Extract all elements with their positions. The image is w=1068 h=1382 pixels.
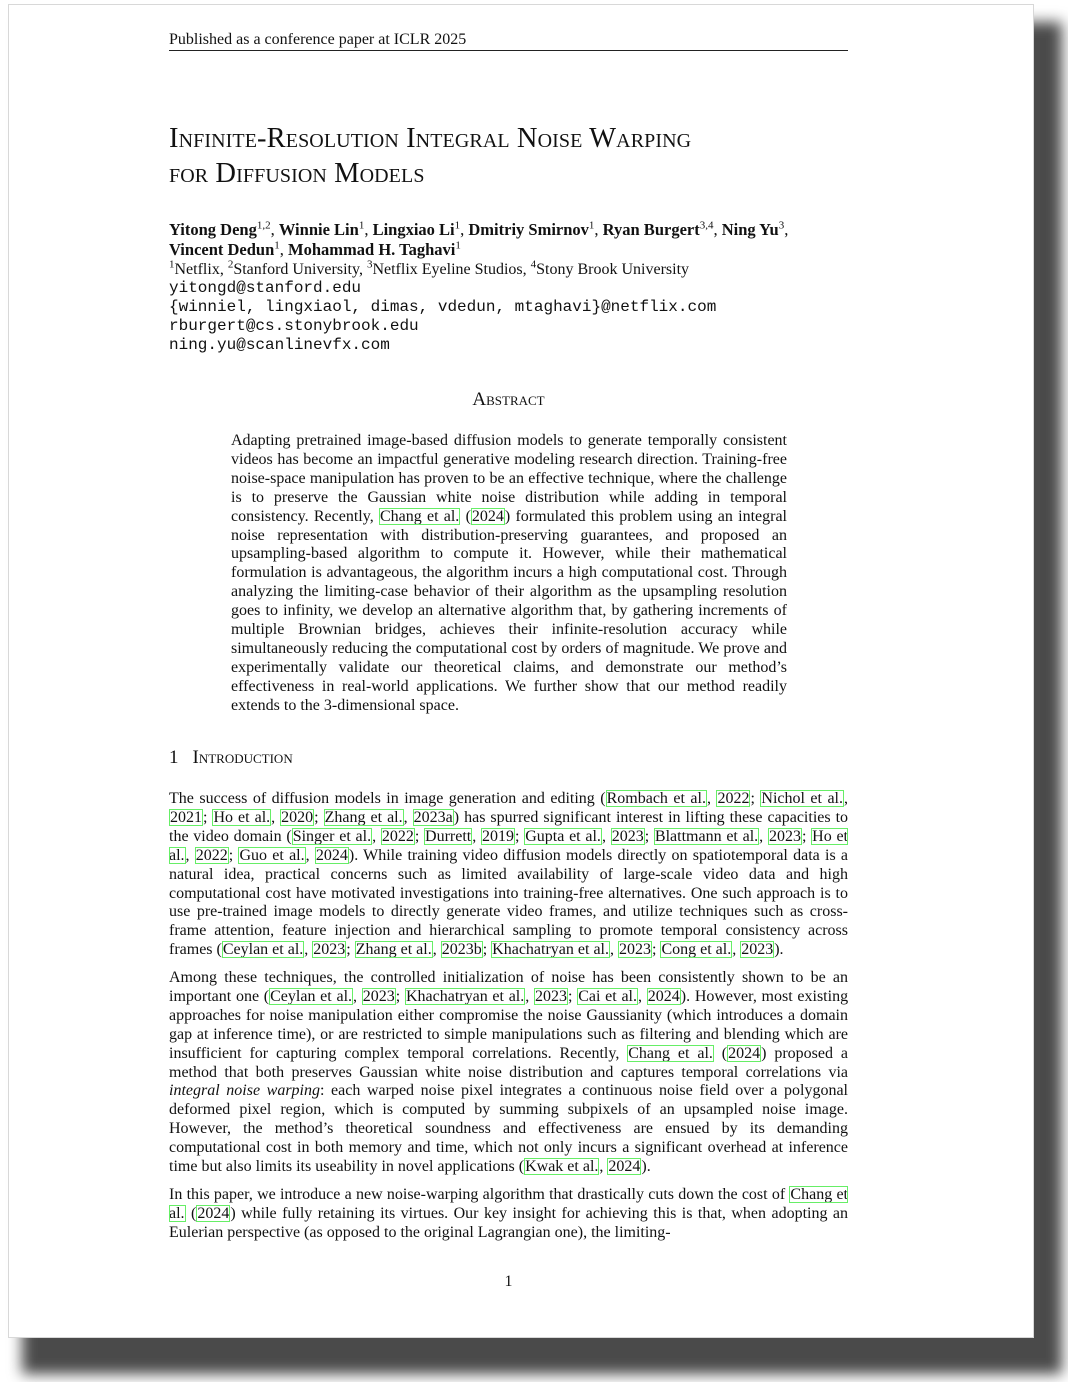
- body-text: In this paper, we introduce a new noise-warping algorithm that drastically cuts down the cost of: [169, 1186, 790, 1203]
- running-header: Published as a conference paper at ICLR 2025: [169, 31, 848, 51]
- citation-link[interactable]: 2023b: [441, 941, 482, 959]
- author-sup: 1: [358, 219, 365, 232]
- citation-link[interactable]: Chang et al.: [169, 1186, 848, 1222]
- citation-link[interactable]: 2019: [482, 827, 515, 845]
- abstract-text: (: [460, 507, 471, 525]
- abstract-text: ) formulated this problem using an integral noise representation with distribution-preserving guarantees, and proposed an upsampling-based algorithm to compute it. However, while their mathematical formulation is advantageous, the algorithm incurs a high computational cost. Through analyzing the limiting-case behavior of their algorithm as the upsampling resolution goes to infinity, we develop an alternative algorithm that, by gathering increments of multiple Brownian bridges, achieves their infinite-resolution accuracy while simultaneously reducing the computational cost by orders of magnitude. We prove and experimentally validate our theoretical claims, and demonstrate our method’s effectiveness in real-world applications. We further show that our method readily extends to the 3-dimensional space.: [231, 507, 787, 714]
- email-line: yitongd@stanford.edu: [169, 279, 362, 297]
- citation-link[interactable]: 2022: [195, 846, 228, 864]
- citation-link[interactable]: Kwak et al.: [525, 1158, 599, 1176]
- citation-link[interactable]: 2024: [647, 987, 680, 1005]
- emphasis-text: integral noise warping: [169, 1082, 320, 1100]
- author-name: Ryan Burgert: [602, 220, 700, 239]
- body-text: The success of diffusion models in image generation and editing (: [169, 790, 606, 807]
- paper-title: [169, 121, 848, 191]
- author-name: Yitong Deng: [169, 220, 257, 239]
- citation-link[interactable]: Khachatryan et al.: [492, 941, 609, 959]
- author-sup: 1: [454, 219, 461, 232]
- citation-link[interactable]: Ceylan et al.: [222, 941, 304, 959]
- body-text: ). However, most existing approaches for noise manipulation either compromise the noise Gaussianity (which introduces a domain gap at inference time), or are restricted to simple manipulations such as filtering and blending which are insufficient for capturing complex temporal correlations. Recently,: [169, 987, 849, 1062]
- citation-link[interactable]: Khachatryan et al.: [405, 987, 525, 1005]
- affil-name: Stony Brook University: [536, 261, 690, 278]
- abstract-heading: Abstract: [472, 389, 545, 410]
- citation-link[interactable]: 2022: [717, 790, 750, 807]
- intro-paragraph-2: Among these techniques, the controlled initialization of noise has been consistently shown to be an important one (Ceylan et al., 2023; Khachatryan et al., 2023; Cai et al., 2024). However, most existing approaches for noise manipulation either compromise the noise Gaussianity (which introduces a domain gap at inference time), or are restricted to simple manipulations such as filtering and blending which are insufficient for capturing complex temporal correlations. Recently, Chang et al. (2024) proposed a method that both preserves Gaussian white noise distribution and captures temporal correlations via integral noise warping: each warped noise pixel integrates a continuous noise field over a polygonal deformed pixel region, which is computed by summing subpixels of an upsampled noise image. However, the method’s theoretical soundness and effectiveness are ensued by its demanding computational cost in both memory and time, which not only incurs a significant overhead at inference time but also limits its useability in novel applications (Kwak et al., 2024).: [169, 969, 849, 1176]
- citation-link[interactable]: 2023: [618, 941, 651, 959]
- citation-link[interactable]: Cong et al.: [661, 941, 732, 959]
- body-text: proposed a method that both preserves Gaussian white noise distribution and captures temporal correlations via: [169, 1044, 848, 1081]
- affil-name: Stanford University,: [233, 261, 367, 278]
- citation-link[interactable]: Zhang et al.: [324, 808, 403, 826]
- citation-link[interactable]: Gupta et al.: [525, 827, 601, 845]
- author-name: Vincent Dedun: [169, 240, 275, 259]
- citation-link[interactable]: Blattmann et al.: [654, 827, 759, 845]
- citation-link[interactable]: 2024: [608, 1158, 641, 1176]
- citation-link[interactable]: 2024: [728, 1044, 761, 1062]
- citation-link[interactable]: Cai et al.: [578, 987, 637, 1005]
- title-line-1: Infinite-Resolution Integral Noise Warping: [169, 123, 692, 154]
- citation-link[interactable]: Rombach et al.: [606, 790, 706, 807]
- body-text: while fully retaining its virtues. Our key insight for achieving this is that, when adopting an Eulerian perspective (as opposed to the original Lagrangian one), the limiting-: [169, 1204, 849, 1241]
- citation-link[interactable]: 2024: [197, 1204, 230, 1222]
- citation-link[interactable]: Chang et al.: [628, 1044, 713, 1062]
- author-sup: 3,4: [699, 219, 714, 232]
- affil-sup: 2: [227, 258, 234, 271]
- email-line: {winniel, lingxiaol, dimas, vdedun, mtaghavi}@netflix.com: [169, 298, 717, 316]
- intro-paragraph-3: In this paper, we introduce a new noise-warping algorithm that drastically cuts down the cost of Chang et al. (2024) while fully retaining its virtues. Our key insight for achieving this is that, when adopting an Eulerian perspective (as opposed to the original Lagrangian one), the limiting-: [169, 1186, 849, 1241]
- citation-link[interactable]: Ho et al.: [213, 808, 271, 826]
- body-text: ).: [641, 1158, 651, 1176]
- citation-link[interactable]: Zhang et al.: [355, 941, 432, 959]
- page-number: 1: [504, 1273, 513, 1290]
- author-block: [169, 220, 848, 355]
- email-line: ning.yu@scanlinevfx.com: [169, 336, 390, 354]
- abstract-body: [231, 432, 787, 716]
- author-sup: 1: [274, 239, 280, 252]
- citation-link[interactable]: 2023: [741, 941, 774, 959]
- citation-link[interactable]: 2023: [362, 987, 395, 1005]
- affil-sup: 1: [169, 258, 175, 271]
- citation-link[interactable]: Nichol et al.: [761, 790, 844, 807]
- section-heading: [169, 747, 848, 769]
- affil-name: Netflix Eyeline Studios,: [372, 261, 531, 278]
- citation-link[interactable]: 2023: [768, 827, 801, 845]
- citation-link[interactable]: Durrett: [425, 827, 472, 845]
- body-text: ). While training video diffusion models directly on spatiotemporal data is a natural idea, practical concerns such as limited availability of large-scale video data and high computational cost have motivated investigations into training-free alternatives. One such approach is to use pre-trained image models to directly generate video frames, and utilize techniques such as cross-frame attention, feature injection and hierarchical sampling to promote temporal consistency across frames (: [169, 846, 849, 959]
- section-number: 1: [169, 747, 179, 768]
- author-sup: 1: [455, 239, 461, 252]
- email-line: rburgert@cs.stonybrook.edu: [169, 317, 419, 335]
- citation-link[interactable]: Singer et al.: [292, 827, 372, 845]
- citation-link[interactable]: 2023: [535, 987, 568, 1005]
- body-text: : each warped noise pixel integrates a continuous noise field over a polygonal deformed pixel region, which is computed by summing subpixels of an upsampled noise image. However, the method’s theoretical soundness and effectiveness are ensued by its demanding computational cost in both memory and time, which not only incurs a significant overhead at inference time but also limits its useability in novel applications (: [169, 1082, 849, 1176]
- affiliations: [169, 260, 848, 279]
- body-text: ) has spurred significant interest in lifting these capacities to the video domain (: [169, 808, 849, 845]
- author-sup: 3: [778, 219, 785, 232]
- citation-link[interactable]: 2021: [170, 808, 202, 826]
- citation-link[interactable]: 2023: [611, 827, 644, 845]
- citation-link[interactable]: Ceylan et al.: [270, 987, 353, 1005]
- citation-link[interactable]: Guo et al.: [239, 846, 305, 864]
- citation-link[interactable]: Chang et al.: [379, 507, 460, 525]
- citation-link[interactable]: Ho et al.: [169, 827, 848, 864]
- citation-link[interactable]: 2024: [315, 846, 348, 864]
- citation-link[interactable]: 2023a: [413, 808, 453, 826]
- author-name: Mohammad H. Taghavi: [288, 240, 456, 259]
- citation-link[interactable]: 2023: [313, 941, 346, 959]
- abstract-text: Adapting pretrained image-based diffusion models to generate temporally consistent videos has become an impactful generative modeling research direction. Training-free noise-space manipulation has proven to be an effective technique, where the challenge is to preserve the Gaussian white noise distribution while adding in temporal consistency. Recently,: [231, 432, 787, 525]
- author-sup: 1: [588, 219, 595, 232]
- body-text: Among these techniques, the controlled initialization of noise has been consistently shown to be an important one (: [169, 969, 848, 1005]
- author-names: Yitong Deng$^{1,2}$, Winnie Lin$^1$, Lingxiao Li$^1$, Dmitriy Smirnov$^1$, Ryan Burgert$^{3,4}$, Ning Yu$^3$, Vincent Dedun$^1$, Mohammad H. Taghavi$^1$: [169, 219, 789, 259]
- citation-link[interactable]: 2024: [471, 507, 504, 525]
- citation-link[interactable]: 2022: [381, 827, 414, 845]
- affil-sup: 3: [366, 258, 373, 271]
- author-name: Dmitriy Smirnov: [468, 220, 589, 239]
- paper-page: [8, 4, 1034, 1338]
- author-name: Winnie Lin: [278, 220, 359, 239]
- title-line-2: for Diffusion Models: [169, 158, 425, 189]
- body-text: ).: [774, 941, 784, 959]
- intro-paragraph-1: The success of diffusion models in image generation and editing (Rombach et al., 2022; Nichol et al., 2021; Ho et al., 2020; Zhang et al., 2023a) has spurred significant interest in lifting these capacities to the video domain (Singer et al., 2022; Durrett, 2019; Gupta et al., 2023; Blattmann et al., 2023; Ho et al., 2022; Guo et al., 2024). While training video diffusion models directly on spatiotemporal data is a natural idea, practical concerns such as limited availability of large-scale video data and high computational cost have motivated investigations into training-free alternatives. One such approach is to use pre-trained image models to directly generate video frames, and utilize techniques such as cross-frame attention, feature injection and hierarchical sampling to promote temporal consistency across frames (Ceylan et al., 2023; Zhang et al., 2023b; Khachatryan et al., 2023; Cong et al., 2023).: [169, 790, 849, 959]
- citation-link[interactable]: 2020: [281, 808, 314, 826]
- section-title: Introduction: [192, 747, 293, 768]
- author-name: Lingxiao Li: [372, 220, 455, 239]
- affil-sup: 4: [530, 258, 537, 271]
- affil-name: Netflix,: [174, 261, 228, 278]
- author-name: Ning Yu: [721, 220, 779, 239]
- author-sup: 1,2: [256, 219, 271, 232]
